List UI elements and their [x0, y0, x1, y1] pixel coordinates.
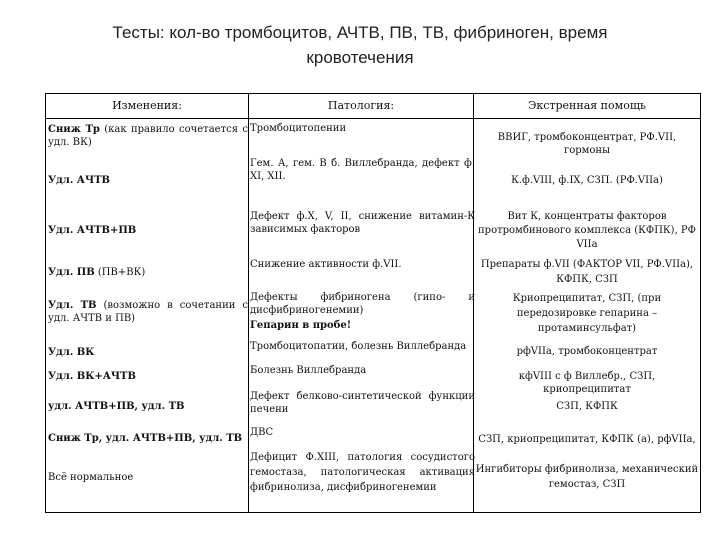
row-10-pathology: Дефицит Ф.XIII, патология сосудистого гемостаза, патологическая активация фибринолиза, дисфибриногенемии	[250, 452, 475, 493]
row-7-pathology: Болезнь Виллебранда	[250, 365, 367, 376]
row-3-pathology: Дефект ф.X, V, II, снижение витамин-К зависимых факторов	[250, 211, 475, 235]
row-5-help: Криопреципитат, СЗП, (при передозировке гепарина – протаминсульфат)	[512, 293, 662, 334]
page-title	[40, 20, 680, 70]
row-1-change: Сниж Тр (как правило сочетается с удл. ВК)	[48, 124, 248, 148]
row-5-change: Удл. ТВ (возможно в сочетании с удл. АЧТВ и ПВ)	[48, 300, 248, 324]
row-3-change: Удл. АЧТВ+ПВ	[48, 225, 137, 236]
tests-table	[45, 93, 701, 513]
row-5-pathology: Дефекты фибриногена (гипо- и дисфибриногенемии) Гепарин в пробе!	[250, 292, 475, 331]
row-10-help: Ингибиторы фибринолиза, механический гемостаз, СЗП	[475, 464, 699, 490]
header-changes: Изменения:	[112, 99, 182, 112]
row-7-change: Удл. ВК+АЧТВ	[48, 371, 136, 382]
row-1-pathology: Тромбоцитопении	[250, 123, 347, 134]
row-8-help: СЗП, КФПК	[556, 401, 618, 412]
row-8-pathology: Дефект белково-синтетической функции печени	[250, 391, 475, 415]
column-divider	[248, 94, 249, 512]
row-2-pathology: Гем. А, гем. В б. Виллебранда, дефект ф. XI, XII.	[250, 158, 475, 182]
row-4-help: Препараты ф.VII (ФАКТОР VII, РФ.VIIa), КФПК, СЗП	[480, 259, 694, 285]
row-3-help: Вит К, концентраты факторов протромбинового комплекса (КФПК), РФ VIIa	[478, 211, 696, 250]
row-10-change: Всё нормальное	[48, 472, 134, 483]
row-1-help: ВВИГ, тромбоконцентрат, РФ.VII, гормоны	[497, 132, 677, 156]
row-6-help: рфVIIa, тромбоконцентрат	[516, 346, 658, 357]
header-pathology: Патология:	[327, 99, 395, 112]
table-header	[46, 94, 700, 119]
row-9-help: СЗП, криопреципитат, КФПК (а), рфVIIa,	[478, 434, 696, 445]
title-line-1: Тесты: кол-во тромбоцитов, АЧТВ, ПВ, ТВ, фибриноген, время	[112, 23, 608, 42]
row-8-change: удл. АЧТВ+ПВ, удл. ТВ	[48, 401, 185, 412]
row-4-pathology: Снижение активности ф.VII.	[250, 259, 402, 270]
row-7-help: кфVIII с ф Виллебр., СЗП, криопреципитат	[518, 371, 656, 395]
title-line-2: кровотечения	[306, 48, 414, 67]
row-2-help: К.ф.VIII, ф.IX, СЗП. (РФ.VIIa)	[511, 175, 663, 186]
row-6-pathology: Тромбоцитопатии, болезнь Виллебранда	[250, 341, 467, 352]
row-6-change: Удл. ВК	[48, 347, 95, 358]
row-2-change: Удл. АЧТВ	[48, 175, 110, 186]
row-9-pathology: ДВС	[250, 427, 274, 438]
row-4-change: Удл. ПВ (ПВ+ВК)	[48, 267, 146, 278]
header-emergency: Экстренная помощь	[527, 99, 647, 112]
row-9-change: Сниж Тр, удл. АЧТВ+ПВ, удл. ТВ	[48, 433, 243, 444]
